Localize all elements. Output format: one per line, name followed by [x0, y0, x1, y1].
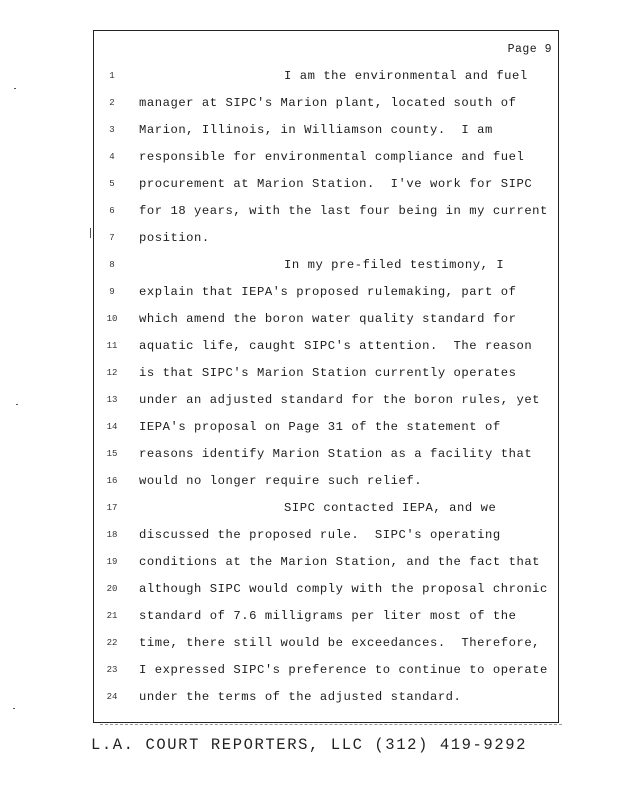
transcript-line — [94, 260, 558, 287]
transcript-line — [94, 341, 558, 368]
transcript-page — [93, 30, 559, 723]
line-text: I expressed SIPC's preference to continue to operate — [139, 663, 548, 677]
transcript-line — [94, 314, 558, 341]
line-number: 4 — [109, 152, 115, 162]
line-text: time, there still would be exceedances. Therefore, — [139, 636, 541, 650]
line-text: reasons identify Marion Station as a facility that — [139, 447, 533, 461]
line-number: 10 — [106, 314, 118, 324]
line-number: 9 — [109, 287, 115, 297]
line-number: 22 — [106, 638, 118, 648]
line-number: 19 — [106, 557, 118, 567]
scan-speck — [13, 708, 15, 709]
line-text: procurement at Marion Station. I've work for SIPC — [139, 177, 533, 191]
transcript-line — [94, 584, 558, 611]
line-text: discussed the proposed rule. SIPC's operating — [139, 528, 501, 542]
page-number: Page 9 — [507, 43, 552, 56]
transcript-line — [94, 233, 558, 260]
line-number: 11 — [106, 341, 118, 351]
line-number: 20 — [106, 584, 118, 594]
court-reporter-footer: L.A. COURT REPORTERS, LLC (312) 419-9292 — [90, 736, 528, 754]
line-text: would no longer require such relief. — [139, 474, 423, 488]
line-number: 16 — [106, 476, 118, 486]
line-number: 1 — [109, 71, 115, 81]
line-number: 17 — [106, 503, 118, 513]
line-text: for 18 years, with the last four being in my current — [139, 204, 548, 218]
transcript-line — [94, 179, 558, 206]
line-text: manager at SIPC's Marion plant, located south of — [139, 96, 517, 110]
transcript-line — [94, 206, 558, 233]
line-text: aquatic life, caught SIPC's attention. The reason — [139, 339, 533, 353]
line-number: 18 — [106, 530, 118, 540]
scan-speck — [16, 404, 18, 405]
scan-speck — [90, 228, 91, 238]
transcript-line — [94, 665, 558, 692]
line-number: 14 — [106, 422, 118, 432]
transcript-line — [94, 557, 558, 584]
transcript-line — [94, 449, 558, 476]
transcript-line — [94, 368, 558, 395]
line-number: 21 — [106, 611, 118, 621]
line-text: Marion, Illinois, in Williamson county. I am — [139, 123, 493, 137]
transcript-line — [94, 287, 558, 314]
scan-speck — [14, 88, 16, 89]
line-text: In my pre-filed testimony, I — [284, 258, 505, 272]
line-text: SIPC contacted IEPA, and we — [284, 501, 497, 515]
transcript-line — [94, 476, 558, 503]
line-number: 5 — [109, 179, 115, 189]
transcript-line — [94, 530, 558, 557]
line-text: IEPA's proposal on Page 31 of the statement of — [139, 420, 501, 434]
line-text: responsible for environmental compliance and fuel — [139, 150, 525, 164]
line-text: standard of 7.6 milligrams per liter most of the — [139, 609, 517, 623]
line-number: 8 — [109, 260, 115, 270]
line-number: 7 — [109, 233, 115, 243]
line-text: position. — [139, 231, 210, 245]
transcript-line — [94, 692, 558, 719]
line-number: 15 — [106, 449, 118, 459]
line-text: under an adjusted standard for the boron rules, yet — [139, 393, 541, 407]
line-text: I am the environmental and fuel — [284, 69, 528, 83]
transcript-line — [94, 71, 558, 98]
transcript-line — [94, 503, 558, 530]
transcript-line — [94, 98, 558, 125]
line-number: 2 — [109, 98, 115, 108]
line-number: 12 — [106, 368, 118, 378]
line-text: under the terms of the adjusted standard. — [139, 690, 462, 704]
line-number: 24 — [106, 692, 118, 702]
line-number: 3 — [109, 125, 115, 135]
transcript-line — [94, 125, 558, 152]
page-bottom-dashes — [100, 724, 562, 725]
line-text: conditions at the Marion Station, and the fact that — [139, 555, 541, 569]
transcript-line — [94, 395, 558, 422]
line-number: 23 — [106, 665, 118, 675]
transcript-line — [94, 611, 558, 638]
line-text: which amend the boron water quality standard for — [139, 312, 517, 326]
line-text: explain that IEPA's proposed rulemaking, part of — [139, 285, 517, 299]
line-number: 6 — [109, 206, 115, 216]
transcript-line — [94, 422, 558, 449]
line-text: is that SIPC's Marion Station currently operates — [139, 366, 517, 380]
line-number: 13 — [106, 395, 118, 405]
transcript-line — [94, 152, 558, 179]
line-text: although SIPC would comply with the proposal chronic — [139, 582, 548, 596]
transcript-line — [94, 638, 558, 665]
